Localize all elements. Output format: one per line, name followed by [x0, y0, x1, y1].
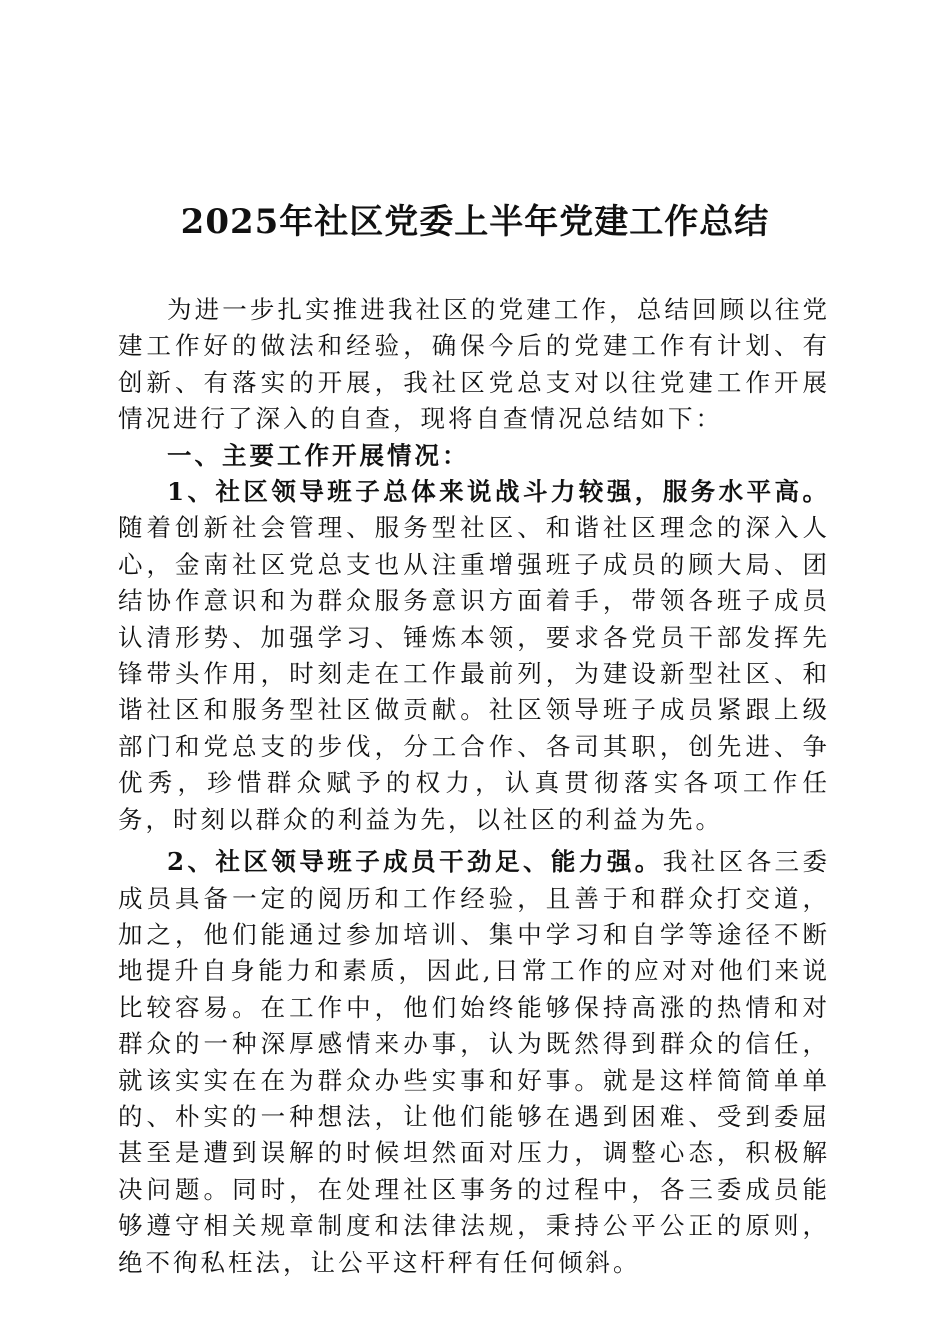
item-paragraph-2 — [118, 844, 830, 1281]
intro-paragraph: 为进一步扎实推进我社区的党建工作，总结回顾以往党建工作好的做法和经验，确保今后的党建工作有计划、有创新、有落实的开展，我社区党总支对以往党建工作开展情况进行了深入的自查，现将自查情况总结如下： — [118, 295, 830, 434]
section-heading: 一、主要工作开展情况： — [167, 440, 470, 470]
item-text-1: 随着创新社会管理、服务型社区、和谐社区理念的深入人心，金南社区党总支也从注重增强班子成员的顾大局、团结协作意识和为群众服务意识方面着手，带领各班子成员认清形势、加强学习、锤炼本领，要求各党员干部发挥先锋带头作用，时刻走在工作最前列，为建设新型社区、和谐社区和服务型社区做贡献。社区领导班子成员紧跟上级部门和党总支的步伐，分工合作、各司其职，创先进、争优秀，珍惜群众赋予的权力，认真贯彻落实各项工作任务，时刻以群众的利益为先，以社区的利益为先。 — [118, 513, 830, 834]
item-text-2: 我社区各三委成员具备一定的阅历和工作经验，且善于和群众打交道，加之，他们能通过参加培训、集中学习和自学等途径不断地提升自身能力和素质，因此,日常工作的应对对他们来说比较容易。在工作中，他们始终能够保持高涨的热情和对群众的一种深厚感情来办事，认为既然得到群众的信任，就该实实在在为群众办些实事和好事。就是这样简简单单的、朴实的一种想法，让他们能够在遇到困难、受到委屈甚至是遭到误解的时候坦然面对压力，调整心态，积极解决问题。同时，在处理社区事务的过程中，各三委成员能够遵守相关规章制度和法律法规，秉持公平公正的原则，绝不徇私枉法，让公平这杆秤有任何倾斜。 — [118, 847, 831, 1277]
item-lead-1: 1、社区领导班子总体来说战斗力较强，服务水平高。 — [167, 477, 830, 507]
item-lead-2: 2、社区领导班子成员干劲足、能力强。 — [167, 847, 663, 877]
document-body — [118, 292, 830, 1281]
item-paragraph-1 — [118, 474, 830, 838]
document-title: 2025年社区党委上半年党建工作总结 — [180, 202, 770, 242]
